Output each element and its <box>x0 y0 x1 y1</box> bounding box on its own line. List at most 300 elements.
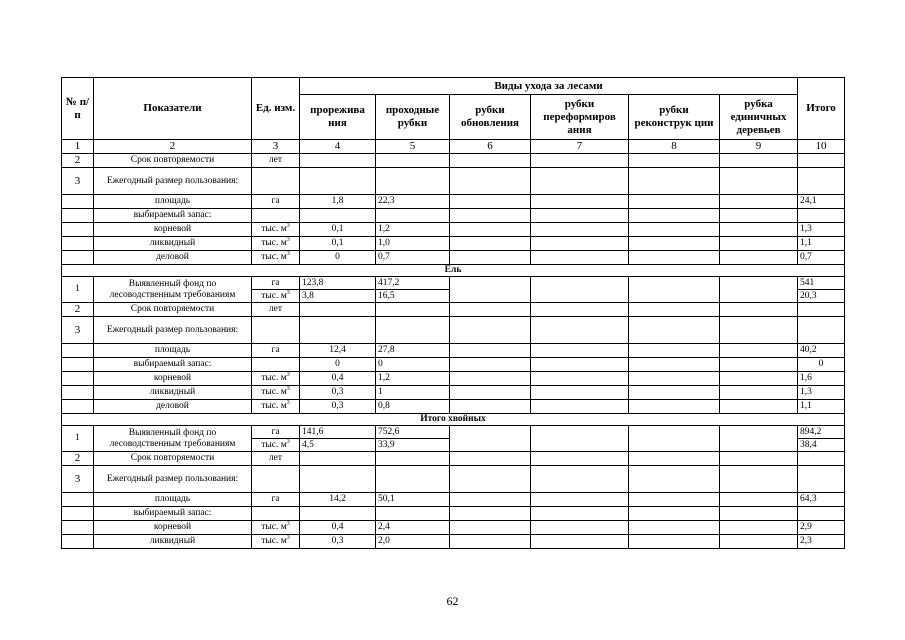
empty-cell <box>450 237 531 251</box>
empty-cell <box>531 195 629 209</box>
value-cell <box>300 452 376 466</box>
row-number <box>62 372 94 386</box>
table-row <box>62 535 845 549</box>
value-cell: 0,3 <box>300 386 376 400</box>
empty-cell <box>450 168 531 195</box>
value-cell: 0 <box>300 251 376 265</box>
value-cell: 1,2 <box>376 372 450 386</box>
unit-text: га <box>271 277 280 288</box>
table-row <box>62 466 845 493</box>
row-number: 1 <box>62 426 94 452</box>
unit-cell <box>252 237 300 251</box>
unit-cell <box>252 277 300 290</box>
empty-cell <box>720 344 798 358</box>
value-cell <box>376 209 450 223</box>
header-unit: Ед. изм. <box>252 78 300 140</box>
total-cell <box>798 507 845 521</box>
header-total: Итого <box>798 78 845 140</box>
value-cell: 16,5 <box>376 290 450 303</box>
header-indicator: Показатели <box>94 78 252 140</box>
value-cell: 0,4 <box>300 521 376 535</box>
total-cell: 0 <box>798 358 845 372</box>
column-number: 3 <box>252 140 300 154</box>
unit-cell <box>252 154 300 168</box>
unit-cell <box>252 251 300 265</box>
empty-cell <box>720 452 798 466</box>
unit-cell <box>252 439 300 452</box>
value-cell: 123,8 <box>300 277 376 290</box>
total-cell: 2,9 <box>798 521 845 535</box>
empty-cell <box>450 452 531 466</box>
empty-cell <box>629 426 720 452</box>
unit-text: тыс. м <box>261 439 287 450</box>
column-number: 1 <box>62 140 94 154</box>
unit-cell <box>252 372 300 386</box>
empty-cell <box>720 223 798 237</box>
empty-cell <box>720 209 798 223</box>
empty-cell <box>450 344 531 358</box>
empty-cell <box>629 493 720 507</box>
value-cell: 33,9 <box>376 439 450 452</box>
unit-text: тыс. м <box>261 252 287 263</box>
empty-cell <box>629 358 720 372</box>
value-cell <box>376 452 450 466</box>
row-label: выбираемый запас: <box>94 507 252 521</box>
empty-cell <box>629 209 720 223</box>
page-number: 62 <box>446 594 459 608</box>
empty-cell <box>720 493 798 507</box>
empty-cell <box>450 400 531 414</box>
table-row <box>62 358 845 372</box>
empty-cell <box>629 277 720 303</box>
empty-cell <box>531 154 629 168</box>
unit-cell <box>252 535 300 549</box>
table-row <box>62 507 845 521</box>
cubic-superscript: 3 <box>286 535 290 542</box>
value-cell: 1,2 <box>376 223 450 237</box>
table-row <box>62 344 845 358</box>
empty-cell <box>629 386 720 400</box>
table-row <box>62 154 845 168</box>
total-cell: 1,6 <box>798 372 845 386</box>
row-label: ликвидный <box>94 237 252 251</box>
row-number <box>62 521 94 535</box>
section-title-row <box>62 265 845 277</box>
empty-cell <box>629 303 720 317</box>
row-label: ликвидный <box>94 386 252 400</box>
forest-care-table <box>61 77 845 549</box>
empty-cell <box>450 372 531 386</box>
total-cell: 1,1 <box>798 237 845 251</box>
total-cell: 24,1 <box>798 195 845 209</box>
unit-text: тыс. м <box>261 401 287 412</box>
row-label: площадь <box>94 195 252 209</box>
cubic-superscript: 3 <box>286 521 290 528</box>
row-label: корневой <box>94 223 252 237</box>
column-number: 6 <box>450 140 531 154</box>
empty-cell <box>531 372 629 386</box>
empty-cell <box>450 507 531 521</box>
row-number: 3 <box>62 168 94 195</box>
empty-cell <box>531 223 629 237</box>
cubic-superscript: 3 <box>286 237 290 244</box>
row-number: 3 <box>62 317 94 344</box>
unit-cell <box>252 290 300 303</box>
value-cell: 4,5 <box>300 439 376 452</box>
table-row <box>62 195 845 209</box>
cubic-superscript: 3 <box>286 251 290 258</box>
row-label: площадь <box>94 493 252 507</box>
unit-cell <box>252 386 300 400</box>
unit-text: тыс. м <box>261 224 287 235</box>
empty-cell <box>531 277 629 303</box>
empty-cell <box>450 303 531 317</box>
cubic-superscript: 3 <box>286 438 290 445</box>
row-label: корневой <box>94 372 252 386</box>
value-cell: 2,0 <box>376 535 450 549</box>
empty-cell <box>450 195 531 209</box>
empty-cell <box>531 466 629 493</box>
empty-cell <box>720 277 798 303</box>
empty-cell <box>629 344 720 358</box>
empty-cell <box>531 209 629 223</box>
unit-text: лет <box>268 155 283 166</box>
row-number: 2 <box>62 154 94 168</box>
empty-cell <box>531 493 629 507</box>
empty-cell <box>629 466 720 493</box>
empty-cell <box>629 507 720 521</box>
unit-text: га <box>271 345 280 356</box>
row-number <box>62 493 94 507</box>
unit-cell <box>252 195 300 209</box>
row-label: Выявленный фонд по лесоводственным требованиям <box>94 426 252 452</box>
empty-cell <box>531 168 629 195</box>
empty-cell <box>720 400 798 414</box>
empty-cell <box>629 400 720 414</box>
empty-cell <box>531 426 629 452</box>
value-cell: 0,3 <box>300 400 376 414</box>
value-cell: 22,3 <box>376 195 450 209</box>
unit-text: га <box>271 426 280 437</box>
empty-cell <box>720 507 798 521</box>
row-label: Выявленный фонд по лесоводственным требованиям <box>94 277 252 303</box>
unit-text: лет <box>268 304 283 315</box>
empty-cell <box>629 535 720 549</box>
row-number: 1 <box>62 277 94 303</box>
section-title: Итого хвойных <box>62 414 845 426</box>
unit-text: лет <box>268 453 283 464</box>
header-col: рубки переформиров ания <box>531 95 629 140</box>
total-cell: 38,4 <box>798 439 845 452</box>
table-row <box>62 386 845 400</box>
total-cell: 2,3 <box>798 535 845 549</box>
row-number <box>62 251 94 265</box>
empty-cell <box>450 317 531 344</box>
row-number <box>62 358 94 372</box>
header-col: рубки обновления <box>450 95 531 140</box>
table-row <box>62 521 845 535</box>
value-cell: 141,6 <box>300 426 376 439</box>
total-cell: 1,3 <box>798 386 845 400</box>
empty-cell <box>531 317 629 344</box>
empty-cell <box>629 237 720 251</box>
cubic-superscript: 3 <box>286 400 290 407</box>
row-label: ликвидный <box>94 535 252 549</box>
value-cell: 0,1 <box>300 223 376 237</box>
column-number: 8 <box>629 140 720 154</box>
table-row <box>62 317 845 344</box>
value-cell: 0 <box>300 358 376 372</box>
unit-cell <box>252 426 300 439</box>
table-row <box>62 209 845 223</box>
empty-cell <box>720 195 798 209</box>
value-cell: 752,6 <box>376 426 450 439</box>
empty-cell <box>720 386 798 400</box>
row-number: 3 <box>62 466 94 493</box>
value-cell: 50,1 <box>376 493 450 507</box>
row-label: Ежегодный размер пользования: <box>94 317 252 344</box>
value-cell <box>376 154 450 168</box>
row-number <box>62 400 94 414</box>
empty-cell <box>450 209 531 223</box>
empty-cell <box>629 317 720 344</box>
value-cell <box>300 317 376 344</box>
table-row <box>62 168 845 195</box>
row-label: выбираемый запас: <box>94 358 252 372</box>
table-row <box>62 251 845 265</box>
unit-cell <box>252 521 300 535</box>
header-col: прорежива ния <box>300 95 376 140</box>
total-cell <box>798 168 845 195</box>
value-cell <box>300 168 376 195</box>
value-cell: 14,2 <box>300 493 376 507</box>
total-cell <box>798 303 845 317</box>
row-label: Срок повторяемости <box>94 154 252 168</box>
row-label: деловой <box>94 400 252 414</box>
unit-cell <box>252 493 300 507</box>
unit-text: тыс. м <box>261 522 287 533</box>
value-cell <box>376 168 450 195</box>
unit-cell <box>252 466 300 493</box>
total-cell: 541 <box>798 277 845 290</box>
unit-text: тыс. м <box>261 373 287 384</box>
table-row <box>62 277 845 290</box>
empty-cell <box>450 493 531 507</box>
unit-cell <box>252 452 300 466</box>
row-number: 2 <box>62 452 94 466</box>
empty-cell <box>450 535 531 549</box>
value-cell: 417,2 <box>376 277 450 290</box>
unit-text: га <box>271 196 280 207</box>
total-cell <box>798 466 845 493</box>
value-cell <box>300 154 376 168</box>
empty-cell <box>720 237 798 251</box>
unit-text: тыс. м <box>261 536 287 547</box>
column-number: 7 <box>531 140 629 154</box>
empty-cell <box>531 344 629 358</box>
unit-text: га <box>271 494 280 505</box>
row-number <box>62 535 94 549</box>
row-number <box>62 386 94 400</box>
empty-cell <box>720 535 798 549</box>
table-row <box>62 400 845 414</box>
header-num: № п/ п <box>62 78 94 140</box>
unit-cell <box>252 168 300 195</box>
unit-cell <box>252 507 300 521</box>
column-number: 2 <box>94 140 252 154</box>
header-group: Виды ухода за лесами <box>300 78 798 95</box>
row-label: Ежегодный размер пользования: <box>94 466 252 493</box>
empty-cell <box>629 168 720 195</box>
empty-cell <box>531 452 629 466</box>
row-label: Срок повторяемости <box>94 452 252 466</box>
column-number: 5 <box>376 140 450 154</box>
total-cell <box>798 317 845 344</box>
total-cell: 894,2 <box>798 426 845 439</box>
total-cell: 0,7 <box>798 251 845 265</box>
value-cell <box>300 466 376 493</box>
empty-cell <box>531 521 629 535</box>
row-number <box>62 223 94 237</box>
value-cell: 1,0 <box>376 237 450 251</box>
value-cell <box>300 507 376 521</box>
table-body <box>62 154 845 549</box>
empty-cell <box>629 452 720 466</box>
empty-cell <box>720 358 798 372</box>
total-cell: 1,1 <box>798 400 845 414</box>
empty-cell <box>531 358 629 372</box>
table-row <box>62 426 845 439</box>
column-numbers-row <box>62 140 845 154</box>
empty-cell <box>629 154 720 168</box>
empty-cell <box>629 251 720 265</box>
value-cell: 1 <box>376 386 450 400</box>
unit-text: тыс. м <box>261 238 287 249</box>
unit-cell <box>252 358 300 372</box>
empty-cell <box>450 466 531 493</box>
cubic-superscript: 3 <box>286 223 290 230</box>
value-cell: 0,3 <box>300 535 376 549</box>
empty-cell <box>531 251 629 265</box>
empty-cell <box>720 317 798 344</box>
value-cell <box>376 466 450 493</box>
total-cell: 20,3 <box>798 290 845 303</box>
row-label: Срок повторяемости <box>94 303 252 317</box>
value-cell: 3,8 <box>300 290 376 303</box>
cubic-superscript: 3 <box>286 289 290 296</box>
value-cell <box>300 209 376 223</box>
value-cell: 2,4 <box>376 521 450 535</box>
row-label: Ежегодный размер пользования: <box>94 168 252 195</box>
value-cell: 0,4 <box>300 372 376 386</box>
empty-cell <box>531 400 629 414</box>
header-col: рубка единичных деревьев <box>720 95 798 140</box>
row-number <box>62 507 94 521</box>
total-cell: 40,2 <box>798 344 845 358</box>
row-number <box>62 237 94 251</box>
row-number <box>62 344 94 358</box>
table-row <box>62 372 845 386</box>
empty-cell <box>450 386 531 400</box>
empty-cell <box>720 168 798 195</box>
table-row <box>62 223 845 237</box>
value-cell: 27,8 <box>376 344 450 358</box>
table-row <box>62 237 845 251</box>
empty-cell <box>720 372 798 386</box>
empty-cell <box>450 223 531 237</box>
empty-cell <box>720 303 798 317</box>
empty-cell <box>531 303 629 317</box>
cubic-superscript: 3 <box>286 386 290 393</box>
section-title-row <box>62 414 845 426</box>
header-col: проходные рубки <box>376 95 450 140</box>
empty-cell <box>531 535 629 549</box>
value-cell: 0 <box>376 358 450 372</box>
unit-cell <box>252 344 300 358</box>
value-cell: 0,7 <box>376 251 450 265</box>
row-label: деловой <box>94 251 252 265</box>
total-cell <box>798 154 845 168</box>
column-number: 4 <box>300 140 376 154</box>
total-cell <box>798 209 845 223</box>
empty-cell <box>720 466 798 493</box>
unit-cell <box>252 317 300 344</box>
unit-cell <box>252 400 300 414</box>
empty-cell <box>629 223 720 237</box>
empty-cell <box>629 521 720 535</box>
empty-cell <box>629 372 720 386</box>
empty-cell <box>450 426 531 452</box>
empty-cell <box>531 507 629 521</box>
column-number: 9 <box>720 140 798 154</box>
value-cell: 1,8 <box>300 195 376 209</box>
total-cell: 1,3 <box>798 223 845 237</box>
empty-cell <box>450 277 531 303</box>
value-cell <box>300 303 376 317</box>
empty-cell <box>720 251 798 265</box>
empty-cell <box>450 251 531 265</box>
value-cell: 12,4 <box>300 344 376 358</box>
unit-cell <box>252 303 300 317</box>
empty-cell <box>450 521 531 535</box>
section-title: Ель <box>62 265 845 277</box>
row-number <box>62 209 94 223</box>
unit-cell <box>252 223 300 237</box>
empty-cell <box>720 154 798 168</box>
value-cell <box>376 507 450 521</box>
table-row <box>62 452 845 466</box>
unit-cell <box>252 209 300 223</box>
row-label: площадь <box>94 344 252 358</box>
empty-cell <box>720 521 798 535</box>
table-row <box>62 493 845 507</box>
total-cell <box>798 452 845 466</box>
value-cell: 0,8 <box>376 400 450 414</box>
empty-cell <box>720 426 798 452</box>
table-header <box>62 78 845 154</box>
total-cell: 64,3 <box>798 493 845 507</box>
column-number: 10 <box>798 140 845 154</box>
empty-cell <box>450 154 531 168</box>
header-col: рубки реконструк ции <box>629 95 720 140</box>
empty-cell <box>450 358 531 372</box>
value-cell: 0,1 <box>300 237 376 251</box>
row-number: 2 <box>62 303 94 317</box>
unit-text: тыс. м <box>261 290 287 301</box>
empty-cell <box>531 386 629 400</box>
empty-cell <box>531 237 629 251</box>
value-cell <box>376 317 450 344</box>
